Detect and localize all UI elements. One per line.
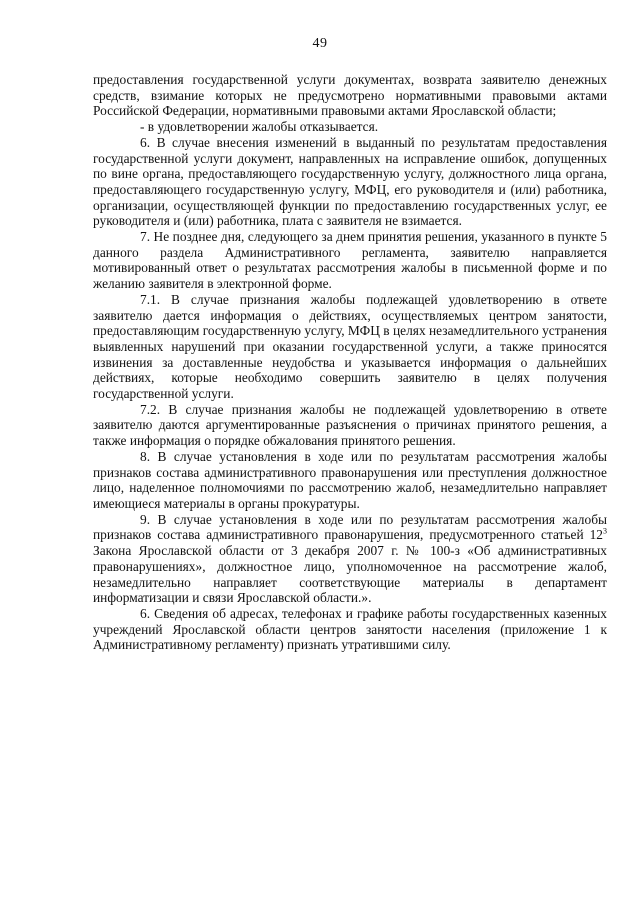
paragraph-8-prosecution: 8. В случае установления в ходе или по результатам рассмотрения жалобы признаков состава административного правонарушения или преступления должностное лицо, наделенное полномочиями по рассмотрению жалоб, незамедлительно направляет имеющиеся материалы в органы прокуратуры. [93, 448, 607, 511]
paragraph-9-administrative-offence [93, 512, 607, 606]
paragraph-6-no-fee: 6. В случае внесения изменений в выданный по результатам предоставления государственной услуги документ, направленных на исправление ошибок, допущенных по вине органа, предоставляющего государственную услугу, должностного лица органа, предоставляющего государственную услугу, МФЦ, его руководителя и (или) работника, организации, осуществляющей функции по предоставлению государственных услуг, ее руководителя и (или) работника, плата с заявителя не взимается. [93, 134, 607, 229]
page-number: 49 [312, 36, 328, 51]
paragraph-complaint-satisfaction-tail: предоставления государственной услуги документах, возврата заявителю денежных средств, взимание которых не предусмотрено нормативными правовыми актами Российской Федерации, нормативными правовыми актами Ярославской области; [93, 72, 607, 119]
paragraph-7-2-not-satisfied: 7.2. В случае признания жалобы не подлежащей удовлетворению в ответе заявителю даются аргументированные разъяснения о причинах принятого решения, а также информация о порядке обжалования принятого решения. [93, 401, 607, 449]
paragraph-9-text-before: 9. В случае установления в ходе или по результатам рассмотрения жалобы признаков состава административного правонарушения, предусмотренного статьей 12 [93, 511, 607, 543]
article-superscript: 3 [603, 526, 607, 536]
paragraph-6-repeal-appendix: 6. Сведения об адресах, телефонах и графике работы государственных казенных учреждений Ярославской области центров занятости населения (приложение 1 к Административному регламенту) признать утратившими силу. [93, 605, 607, 653]
paragraph-7-1-satisfied: 7.1. В случае признания жалобы подлежащей удовлетворению в ответе заявителю дается информация о действиях, осуществляемых центром занятости, предоставляющим государственную услугу, МФЦ в целях незамедлительного устранения выявленных нарушений при оказании государственной услуги, а также приносятся извинения за доставленные неудобства и указывается информация о дальнейших действиях, которые необходимо совершить заявителю в целях получения государственной услуги. [93, 291, 607, 402]
paragraph-complaint-rejected: - в удовлетворении жалобы отказывается. [140, 119, 379, 135]
paragraph-9-text-after: Закона Ярославской области от 3 декабря 2007 г. № 100-з «Об административных правонарушениях», должностное лицо, уполномоченное на рассмотрение жалоб, незамедлительно направляет соответствующие материалы в департамент информатизации и связи Ярославской области.». [93, 543, 607, 606]
document-body [93, 72, 607, 653]
paragraph-7-reasoned-response: 7. Не позднее дня, следующего за днем принятия решения, указанного в пункте 5 данного раздела Административного регламента, заявителю направляется мотивированный ответ о результатах рассмотрения жалобы в письменной форме и по желанию заявителя в электронной форме. [93, 229, 607, 292]
